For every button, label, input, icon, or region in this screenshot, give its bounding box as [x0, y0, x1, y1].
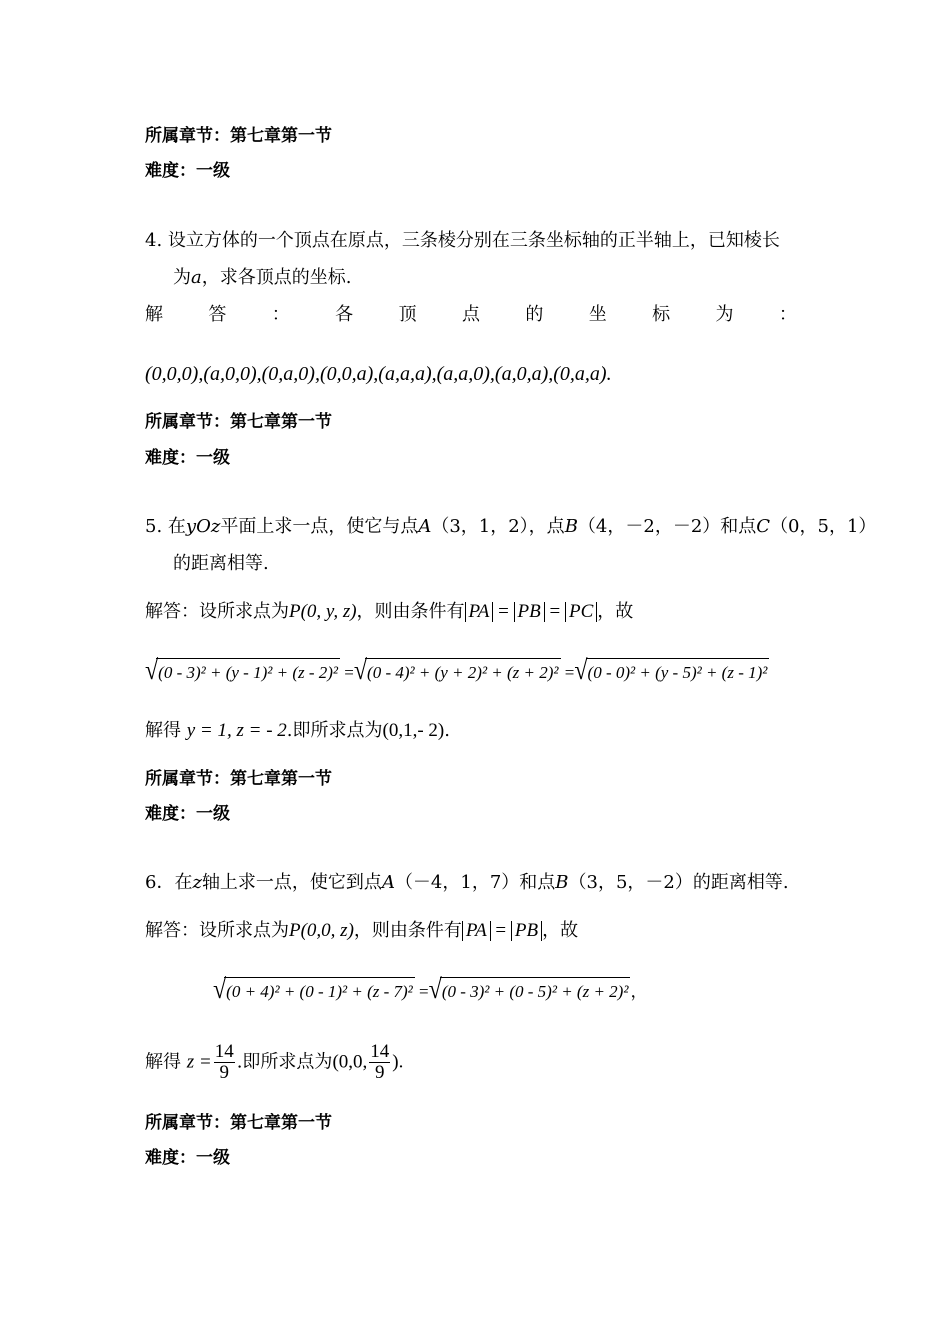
fraction: $\frac{14}{9}$ — [214, 1041, 234, 1083]
q4-coordinates: (0,0,0),(a,0,0),(0,a,0),(0,0,a),(a,a,a),(a,a,0),(a,0,a),(0,a,a). — [145, 363, 612, 385]
section-label: 所属章节：第七章第一节 — [145, 126, 332, 146]
difficulty-label: 难度：一级 — [145, 161, 230, 181]
fraction: $\frac{14}{9}$ — [370, 1041, 390, 1083]
q6-statement: 6．在z轴上求一点，使它到点A（－4，1，7）和点B（3，5，－2）的距离相等. — [145, 872, 789, 893]
q5-solution: 解得 y = 1, z = - 2.即所求点为(0,1,- 2). — [145, 720, 450, 741]
difficulty-label: 难度：一级 — [145, 804, 230, 824]
section-label: 所属章节：第七章第一节 — [145, 1113, 332, 1133]
q5-statement-cont: 的距离相等. — [173, 553, 269, 574]
difficulty-label: 难度：一级 — [145, 1148, 230, 1168]
difficulty-label: 难度：一级 — [145, 448, 230, 468]
q5-answer: 解答：设所求点为P(0, y, z)，则由条件有 PA = PB = PC ，故 — [145, 601, 634, 622]
q6-answer: 解答：设所求点为P(0,0, z)，则由条件有 PA = PB ，故 — [145, 920, 579, 941]
section-label: 所属章节：第七章第一节 — [145, 769, 332, 789]
q6-solution: 解得 z = $\frac{14}{9}$ .即所求点为(0,0, $\frac{14}{9}$ ). — [145, 1041, 404, 1083]
q4-answer-header: 解 答 ： 各 顶 点 的 坐 标 为 ： — [145, 304, 797, 325]
section-label: 所属章节：第七章第一节 — [145, 412, 332, 432]
q5-distance-equation: √(0 - 3)² + (y - 1)² + (z - 2)² =√(0 - 4)² + (y + 2)² + (z + 2)² =√(0 - 0)² + (y - 5)² + (z - 1)² — [145, 656, 768, 686]
q5-statement: 5. 在yOz平面上求一点，使它与点A（3，1，2），点B（4，－2，－2）和点C（0，5，1） — [145, 516, 877, 537]
q4-statement-cont: 为a，求各顶点的坐标. — [173, 267, 352, 288]
q6-distance-equation: √(0 + 4)² + (0 - 1)² + (z - 7)² =√(0 - 3)² + (0 - 5)² + (z + 2)² ， — [213, 975, 648, 1005]
q4-statement: 4. 设立方体的一个顶点在原点，三条棱分别在三条坐标轴的正半轴上，已知棱长 — [145, 230, 780, 251]
